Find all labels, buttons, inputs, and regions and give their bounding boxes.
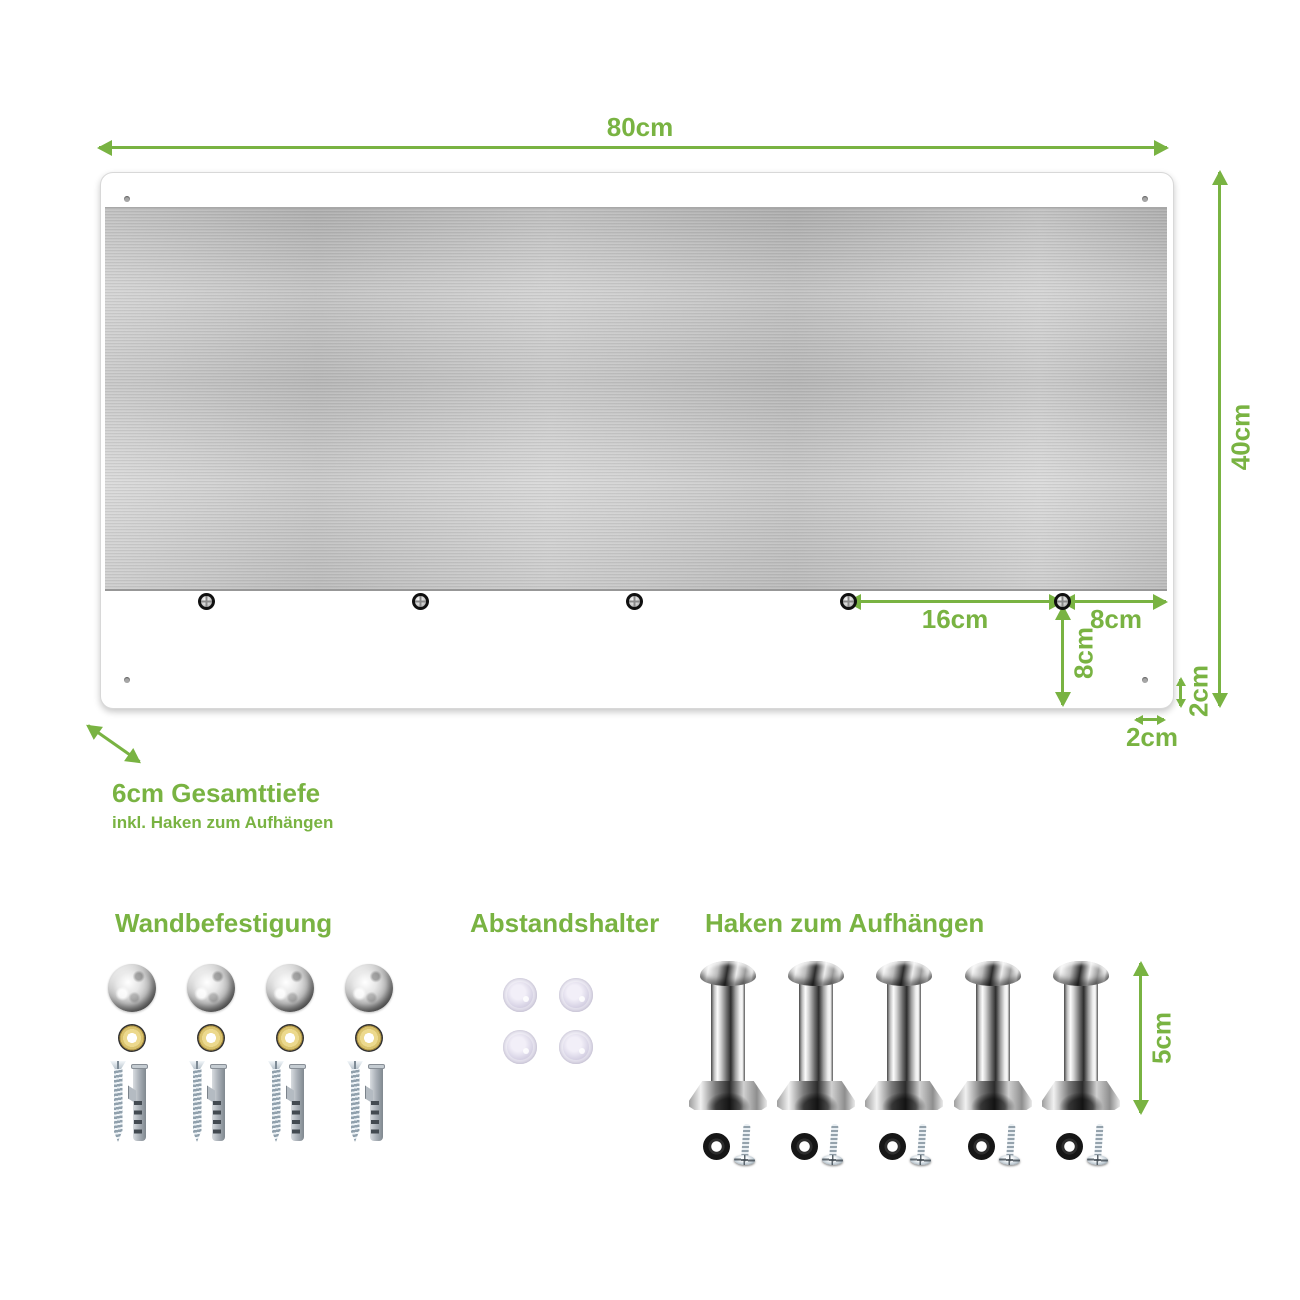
- hook-cap: [788, 961, 844, 986]
- chrome-hook: [777, 961, 855, 1113]
- spacer-disc: [503, 978, 537, 1012]
- screw-and-anchor: [347, 1061, 383, 1142]
- screw-head: [347, 1061, 363, 1070]
- wall-mounting-title: Wandbefestigung: [115, 908, 333, 938]
- screw-head: [998, 1154, 1020, 1165]
- hook-shaft: [711, 979, 745, 1082]
- hook-edge-offset-label: 8cm: [1089, 604, 1143, 634]
- screw-head: [189, 1061, 205, 1070]
- spacer-disc: [559, 1030, 593, 1064]
- rubber-washer: [1056, 1133, 1083, 1160]
- screw-head: [821, 1154, 843, 1165]
- brass-washer: [197, 1024, 225, 1052]
- rubber-washer: [968, 1133, 995, 1160]
- hole-bottom-offset-arrow: [1179, 679, 1182, 706]
- wall-screw: [268, 1061, 284, 1142]
- width-dimension-label: 80cm: [606, 112, 674, 142]
- brass-washer: [118, 1024, 146, 1052]
- hook-edge-offset-arrow: [1062, 600, 1166, 603]
- hook-screw: [732, 1123, 757, 1168]
- mounting-hole: [124, 196, 130, 202]
- hooks-title: Haken zum Aufhängen: [705, 908, 985, 938]
- hook-mount-screw: [840, 593, 857, 610]
- height-dimension-arrow: [1218, 172, 1221, 706]
- hook-cap: [965, 961, 1021, 986]
- screw-and-anchor: [189, 1061, 225, 1142]
- hook-spacing-label: 16cm: [921, 604, 989, 634]
- depth-dimension-arrow: [87, 724, 140, 763]
- hook-cap: [1053, 961, 1109, 986]
- hook-bottom-offset-arrow: [1061, 607, 1064, 705]
- width-dimension-arrow: [99, 146, 1167, 149]
- screw-shaft: [272, 1069, 281, 1142]
- hook-mount-screw: [198, 593, 215, 610]
- hook-cap: [700, 961, 756, 986]
- wall-plug-anchor: [212, 1064, 225, 1141]
- screw-and-anchor: [268, 1061, 304, 1142]
- wall-plug-anchor: [291, 1064, 304, 1141]
- depth-subtitle: inkl. Haken zum Aufhängen: [112, 813, 334, 832]
- anchor-wing: [365, 1086, 373, 1104]
- hook-height-arrow: [1139, 963, 1142, 1113]
- hole-bottom-offset-label: 2cm: [1183, 664, 1214, 718]
- screw-head: [1086, 1154, 1108, 1165]
- hook-shaft: [887, 979, 921, 1082]
- screw-head: [268, 1061, 284, 1070]
- hole-side-offset-label: 2cm: [1125, 722, 1179, 752]
- screw-shaft: [114, 1069, 123, 1142]
- wall-screw: [189, 1061, 205, 1142]
- mounting-hole: [1142, 677, 1148, 683]
- screw-cover-cap: [266, 964, 314, 1012]
- hook-shaft: [799, 979, 833, 1082]
- hook-height-label: 5cm: [1146, 1011, 1177, 1065]
- wall-screw: [347, 1061, 363, 1142]
- hook-shaft: [976, 979, 1010, 1082]
- hook-mount-screw: [412, 593, 429, 610]
- hook-screw: [1085, 1123, 1110, 1168]
- hook-base: [954, 1081, 1032, 1110]
- hook-screw: [997, 1123, 1022, 1168]
- hook-bottom-offset-label: 8cm: [1068, 626, 1099, 680]
- screw-shaft: [351, 1069, 360, 1142]
- chrome-hook: [954, 961, 1032, 1113]
- brushed-metal-surface: [105, 207, 1167, 591]
- depth-title: 6cm Gesamttiefe: [112, 778, 321, 808]
- screw-shaft: [741, 1124, 750, 1157]
- screw-head: [110, 1061, 126, 1070]
- screw-cover-cap: [108, 964, 156, 1012]
- screw-head: [909, 1154, 931, 1165]
- rubber-washer: [791, 1133, 818, 1160]
- chrome-hook: [1042, 961, 1120, 1113]
- mounting-hole: [124, 677, 130, 683]
- screw-head: [733, 1154, 755, 1165]
- anchor-wing: [207, 1086, 215, 1104]
- screw-cover-cap: [187, 964, 235, 1012]
- hook-cap: [876, 961, 932, 986]
- spacers-title: Abstandshalter: [470, 908, 660, 938]
- anchor-wing: [128, 1086, 136, 1104]
- spacer-disc: [503, 1030, 537, 1064]
- wall-screw: [110, 1061, 126, 1142]
- anchor-wing: [286, 1086, 294, 1104]
- screw-and-anchor: [110, 1061, 146, 1142]
- rubber-washer: [879, 1133, 906, 1160]
- hook-screw: [820, 1123, 845, 1168]
- screw-shaft: [1094, 1124, 1103, 1157]
- chrome-hook: [689, 961, 767, 1113]
- hook-shaft: [1064, 979, 1098, 1082]
- hook-mount-screw: [1054, 593, 1071, 610]
- wall-plug-anchor: [370, 1064, 383, 1141]
- height-dimension-label: 40cm: [1225, 403, 1256, 471]
- screw-shaft: [1006, 1124, 1015, 1157]
- hole-side-offset-arrow: [1136, 718, 1164, 721]
- screw-cover-cap: [345, 964, 393, 1012]
- hook-spacing-arrow: [848, 600, 1062, 603]
- rubber-washer: [703, 1133, 730, 1160]
- screw-shaft: [917, 1124, 926, 1157]
- chrome-hook: [865, 961, 943, 1113]
- screw-shaft: [829, 1124, 838, 1157]
- hook-base: [1042, 1081, 1120, 1110]
- mounting-hole: [1142, 196, 1148, 202]
- wall-plug-anchor: [133, 1064, 146, 1141]
- hook-base: [865, 1081, 943, 1110]
- hook-base: [777, 1081, 855, 1110]
- hook-screw: [908, 1123, 933, 1168]
- screw-shaft: [193, 1069, 202, 1142]
- brass-washer: [276, 1024, 304, 1052]
- hook-base: [689, 1081, 767, 1110]
- hook-mount-screw: [626, 593, 643, 610]
- brass-washer: [355, 1024, 383, 1052]
- spacer-disc: [559, 978, 593, 1012]
